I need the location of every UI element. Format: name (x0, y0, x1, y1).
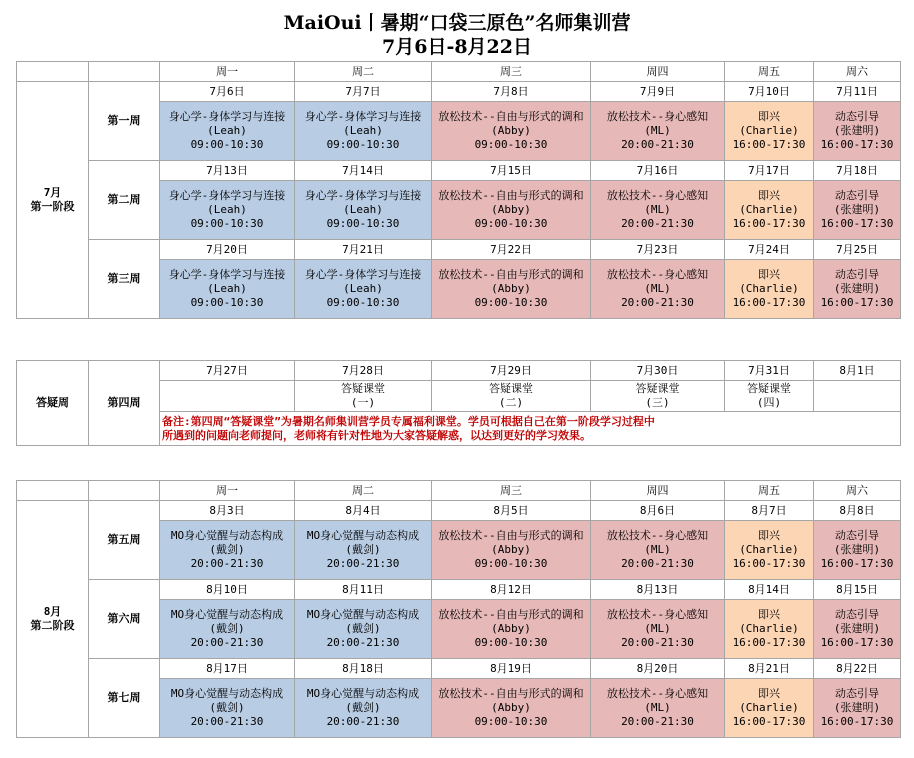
course-cell: 放松技术--自由与形式的调和 (Abby) 09:00-10:30 (432, 102, 591, 161)
date-row (17, 82, 901, 102)
date-cell: 8月8日 (814, 501, 901, 521)
schedule-july (16, 61, 901, 319)
qa-session-cell: 答疑课堂 (一) (295, 381, 432, 412)
date-cell: 8月14日 (725, 580, 814, 600)
date-cell: 8月7日 (725, 501, 814, 521)
date-cell: 8月19日 (432, 659, 591, 679)
remark-note: 备注:第四周“答疑课堂”为暑期名师集训营学员专属福利课堂。学员可根据自己在第一阶段学习过程中 所遇到的问题向老师提问，老师将有针对性地为大家答疑解惑，以达到更好的学习效果。 (160, 412, 901, 446)
course-cell: 放松技术--身心感知 (ML) 20:00-21:30 (591, 260, 725, 319)
weekday-tue: 周二 (295, 481, 432, 501)
date-cell: 7月20日 (160, 240, 295, 260)
course-cell: 放松技术--自由与形式的调和 (Abby) 09:00-10:30 (432, 521, 591, 580)
date-cell: 8月3日 (160, 501, 295, 521)
week-label: 第四周 (89, 361, 160, 446)
week-label: 第七周 (89, 659, 160, 738)
weekday-fri: 周五 (725, 62, 814, 82)
course-cell: 动态引导 (张建明) 16:00-17:30 (814, 102, 901, 161)
course-cell: 放松技术--身心感知 (ML) 20:00-21:30 (591, 181, 725, 240)
weekday-header-row (17, 481, 901, 501)
date-cell: 8月15日 (814, 580, 901, 600)
course-cell: 即兴 (Charlie) 16:00-17:30 (725, 679, 814, 738)
weekday-wed: 周三 (432, 481, 591, 501)
course-cell: 身心学-身体学习与连接 (Leah) 09:00-10:30 (160, 260, 295, 319)
course-cell: MO身心觉醒与动态构成 (戴剑) 20:00-21:30 (160, 521, 295, 580)
weekday-wed: 周三 (432, 62, 591, 82)
date-row (17, 580, 901, 600)
date-cell: 7月6日 (160, 82, 295, 102)
date-row (17, 501, 901, 521)
date-cell: 7月29日 (432, 361, 591, 381)
date-cell: 7月9日 (591, 82, 725, 102)
course-cell: 即兴 (Charlie) 16:00-17:30 (725, 102, 814, 161)
date-cell: 8月5日 (432, 501, 591, 521)
date-cell: 8月1日 (814, 361, 901, 381)
week-label: 第三周 (89, 240, 160, 319)
date-cell: 7月15日 (432, 161, 591, 181)
weekday-thu: 周四 (591, 62, 725, 82)
course-cell: 放松技术--身心感知 (ML) 20:00-21:30 (591, 521, 725, 580)
course-cell: 即兴 (Charlie) 16:00-17:30 (725, 600, 814, 659)
course-cell: 身心学-身体学习与连接 (Leah) 09:00-10:30 (160, 181, 295, 240)
weekday-mon: 周一 (160, 62, 295, 82)
course-cell: 即兴 (Charlie) 16:00-17:30 (725, 181, 814, 240)
course-cell: 动态引导 (张建明) 16:00-17:30 (814, 181, 901, 240)
blank-cell (89, 481, 160, 501)
course-cell: 放松技术--身心感知 (ML) 20:00-21:30 (591, 102, 725, 161)
date-cell: 8月17日 (160, 659, 295, 679)
date-row (17, 361, 901, 381)
blank-cell (17, 481, 89, 501)
schedule-qa-week (16, 360, 901, 446)
course-cell: MO身心觉醒与动态构成 (戴剑) 20:00-21:30 (295, 679, 432, 738)
weekday-sat: 周六 (814, 62, 901, 82)
date-cell: 7月14日 (295, 161, 432, 181)
date-row (17, 240, 901, 260)
date-cell: 7月17日 (725, 161, 814, 181)
date-cell: 7月7日 (295, 82, 432, 102)
week-label: 第一周 (89, 82, 160, 161)
course-cell: 身心学-身体学习与连接 (Leah) 09:00-10:30 (160, 102, 295, 161)
qa-session-cell: 答疑课堂 (二) (432, 381, 591, 412)
course-cell: 放松技术--自由与形式的调和 (Abby) 09:00-10:30 (432, 600, 591, 659)
weekday-header-row (17, 62, 901, 82)
course-cell: 放松技术--自由与形式的调和 (Abby) 09:00-10:30 (432, 181, 591, 240)
date-cell: 7月24日 (725, 240, 814, 260)
stage-label: 答疑周 (17, 361, 89, 446)
weekday-sat: 周六 (814, 481, 901, 501)
date-cell: 8月10日 (160, 580, 295, 600)
course-cell: MO身心觉醒与动态构成 (戴剑) 20:00-21:30 (160, 679, 295, 738)
date-cell: 8月6日 (591, 501, 725, 521)
course-cell: 即兴 (Charlie) 16:00-17:30 (725, 521, 814, 580)
date-cell: 8月21日 (725, 659, 814, 679)
course-cell: 动态引导 (张建明) 16:00-17:30 (814, 679, 901, 738)
stage-label: 8月 第二阶段 (17, 501, 89, 738)
date-cell: 8月20日 (591, 659, 725, 679)
blank-cell (89, 62, 160, 82)
qa-session-cell (814, 381, 901, 412)
course-cell: 放松技术--身心感知 (ML) 20:00-21:30 (591, 679, 725, 738)
course-cell: MO身心觉醒与动态构成 (戴剑) 20:00-21:30 (160, 600, 295, 659)
date-cell: 7月31日 (725, 361, 814, 381)
date-cell: 7月13日 (160, 161, 295, 181)
course-cell: 动态引导 (张建明) 16:00-17:30 (814, 521, 901, 580)
course-cell: MO身心觉醒与动态构成 (戴剑) 20:00-21:30 (295, 600, 432, 659)
date-cell: 7月16日 (591, 161, 725, 181)
stage-label: 7月 第一阶段 (17, 82, 89, 319)
week-label: 第六周 (89, 580, 160, 659)
date-cell: 8月4日 (295, 501, 432, 521)
week-label: 第二周 (89, 161, 160, 240)
course-cell: 放松技术--自由与形式的调和 (Abby) 09:00-10:30 (432, 260, 591, 319)
date-cell: 8月22日 (814, 659, 901, 679)
date-row (17, 161, 901, 181)
page-subtitle: 7月6日-8月22日 (382, 36, 532, 58)
course-cell: 放松技术--身心感知 (ML) 20:00-21:30 (591, 600, 725, 659)
qa-session-cell (160, 381, 295, 412)
course-cell: 即兴 (Charlie) 16:00-17:30 (725, 260, 814, 319)
weekday-tue: 周二 (295, 62, 432, 82)
course-cell: 动态引导 (张建明) 16:00-17:30 (814, 600, 901, 659)
date-cell: 7月30日 (591, 361, 725, 381)
schedule-august (16, 480, 901, 738)
date-cell: 7月10日 (725, 82, 814, 102)
date-cell: 7月8日 (432, 82, 591, 102)
page-title: MaiOui丨暑期“口袋三原色”名师集训营 (283, 12, 631, 34)
date-cell: 8月11日 (295, 580, 432, 600)
course-cell: 放松技术--自由与形式的调和 (Abby) 09:00-10:30 (432, 679, 591, 738)
course-cell: MO身心觉醒与动态构成 (戴剑) 20:00-21:30 (295, 521, 432, 580)
date-cell: 8月18日 (295, 659, 432, 679)
weekday-thu: 周四 (591, 481, 725, 501)
weekday-mon: 周一 (160, 481, 295, 501)
course-cell: 动态引导 (张建明) 16:00-17:30 (814, 260, 901, 319)
date-cell: 7月18日 (814, 161, 901, 181)
week-label: 第五周 (89, 501, 160, 580)
qa-session-cell: 答疑课堂 (三) (591, 381, 725, 412)
course-cell: 身心学-身体学习与连接 (Leah) 09:00-10:30 (295, 260, 432, 319)
date-cell: 7月25日 (814, 240, 901, 260)
date-cell: 7月23日 (591, 240, 725, 260)
weekday-fri: 周五 (725, 481, 814, 501)
date-cell: 7月22日 (432, 240, 591, 260)
blank-cell (17, 62, 89, 82)
date-cell: 8月13日 (591, 580, 725, 600)
qa-session-cell: 答疑课堂 (四) (725, 381, 814, 412)
date-cell: 7月28日 (295, 361, 432, 381)
course-cell: 身心学-身体学习与连接 (Leah) 09:00-10:30 (295, 102, 432, 161)
date-cell: 7月11日 (814, 82, 901, 102)
date-cell: 8月12日 (432, 580, 591, 600)
date-cell: 7月21日 (295, 240, 432, 260)
date-row (17, 659, 901, 679)
course-cell: 身心学-身体学习与连接 (Leah) 09:00-10:30 (295, 181, 432, 240)
date-cell: 7月27日 (160, 361, 295, 381)
